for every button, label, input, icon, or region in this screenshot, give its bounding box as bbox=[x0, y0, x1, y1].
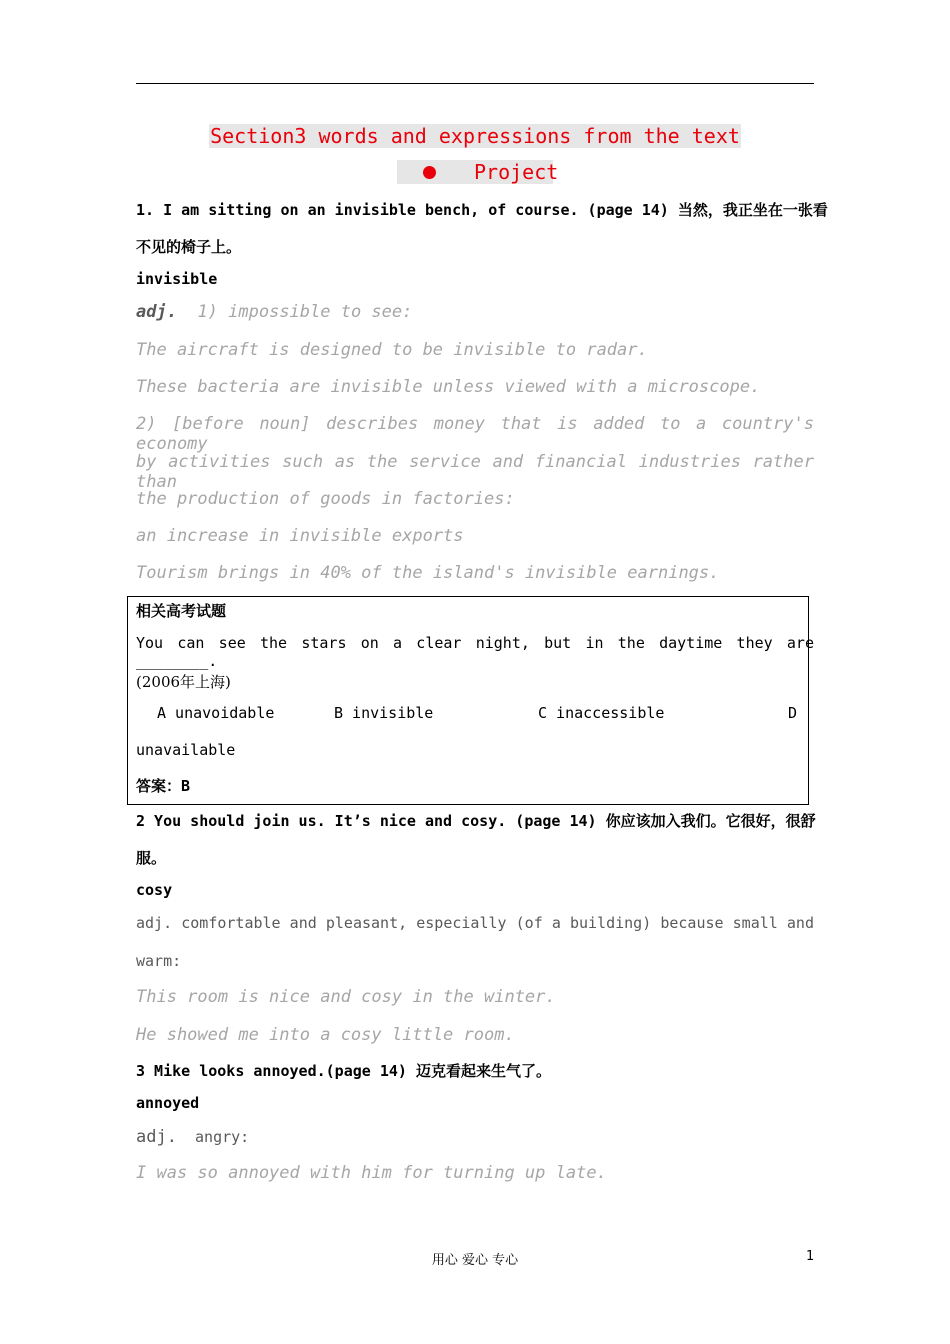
page-number: 1 bbox=[806, 1249, 815, 1264]
exam-option-b: B invisible bbox=[334, 704, 434, 722]
item3-definition: adj. angry: bbox=[136, 1127, 250, 1147]
item1-example1: The aircraft is designed to be invisible to radar. bbox=[136, 340, 648, 360]
exam-answer: 答案：B bbox=[136, 777, 191, 795]
bullet-icon bbox=[423, 166, 436, 179]
exam-option-d-word: unavailable bbox=[136, 741, 236, 759]
item1-pos: adj. 1) impossible to see: bbox=[136, 302, 413, 322]
subtitle-bar bbox=[397, 160, 559, 184]
exam-option-a: A unavoidable bbox=[157, 704, 275, 722]
item3-sentence: 3 Mike looks annoyed.(page 14) 迈克看起来生气了。 bbox=[136, 1062, 551, 1080]
exam-question-box bbox=[127, 596, 809, 805]
item1-example2: These bacteria are invisible unless viewed with a microscope. bbox=[136, 377, 761, 397]
exam-question: You can see the stars on a clear night, but in the daytime they are ________. bbox=[136, 634, 814, 670]
item3-word: annoyed bbox=[136, 1094, 200, 1112]
item1-def2-line2: by activities such as the service and financial industries rather than bbox=[136, 452, 814, 492]
header-rule bbox=[136, 83, 814, 84]
item3-example1: I was so annoyed with him for turning up late. bbox=[136, 1163, 607, 1183]
item1-sentence-line1: 1. I am sitting on an invisible bench, of course. (page 14) 当然，我正坐在一张看 bbox=[136, 201, 828, 219]
item1-def2-line3: the production of goods in factories: bbox=[136, 489, 515, 509]
item1-sentence-line2: 不见的椅子上。 bbox=[136, 238, 242, 256]
item1-word: invisible bbox=[136, 270, 218, 288]
item2-example2: He showed me into a cosy little room. bbox=[136, 1025, 515, 1045]
item1-def2-line1: 2) [before noun] describes money that is added to a country's economy bbox=[136, 414, 814, 454]
item2-sentence-line1: 2 You should join us. It’s nice and cosy. (page 14) 你应该加入我们。它很好，很舒 bbox=[136, 812, 816, 830]
item2-def-line1: adj. comfortable and pleasant, especially (of a building) because small and bbox=[136, 914, 814, 932]
item1-example4: Tourism brings in 40% of the island's invisible earnings. bbox=[136, 563, 720, 583]
item2-word: cosy bbox=[136, 881, 173, 899]
subtitle: Project bbox=[474, 160, 559, 184]
item2-sentence-line2: 服。 bbox=[136, 849, 167, 867]
item2-def-line2: warm: bbox=[136, 952, 182, 970]
item1-example3: an increase in invisible exports bbox=[136, 526, 464, 546]
exam-heading: 相关高考试题 bbox=[136, 602, 227, 620]
item2-example1: This room is nice and cosy in the winter. bbox=[136, 987, 556, 1007]
section-title: Section3 words and expressions from the text bbox=[210, 124, 740, 148]
exam-option-c: C inaccessible bbox=[538, 704, 665, 722]
exam-option-d-letter: D bbox=[788, 704, 798, 722]
exam-source: (2006年上海) bbox=[136, 673, 231, 691]
footer-motto: 用心 爱心 专心 bbox=[431, 1253, 519, 1268]
